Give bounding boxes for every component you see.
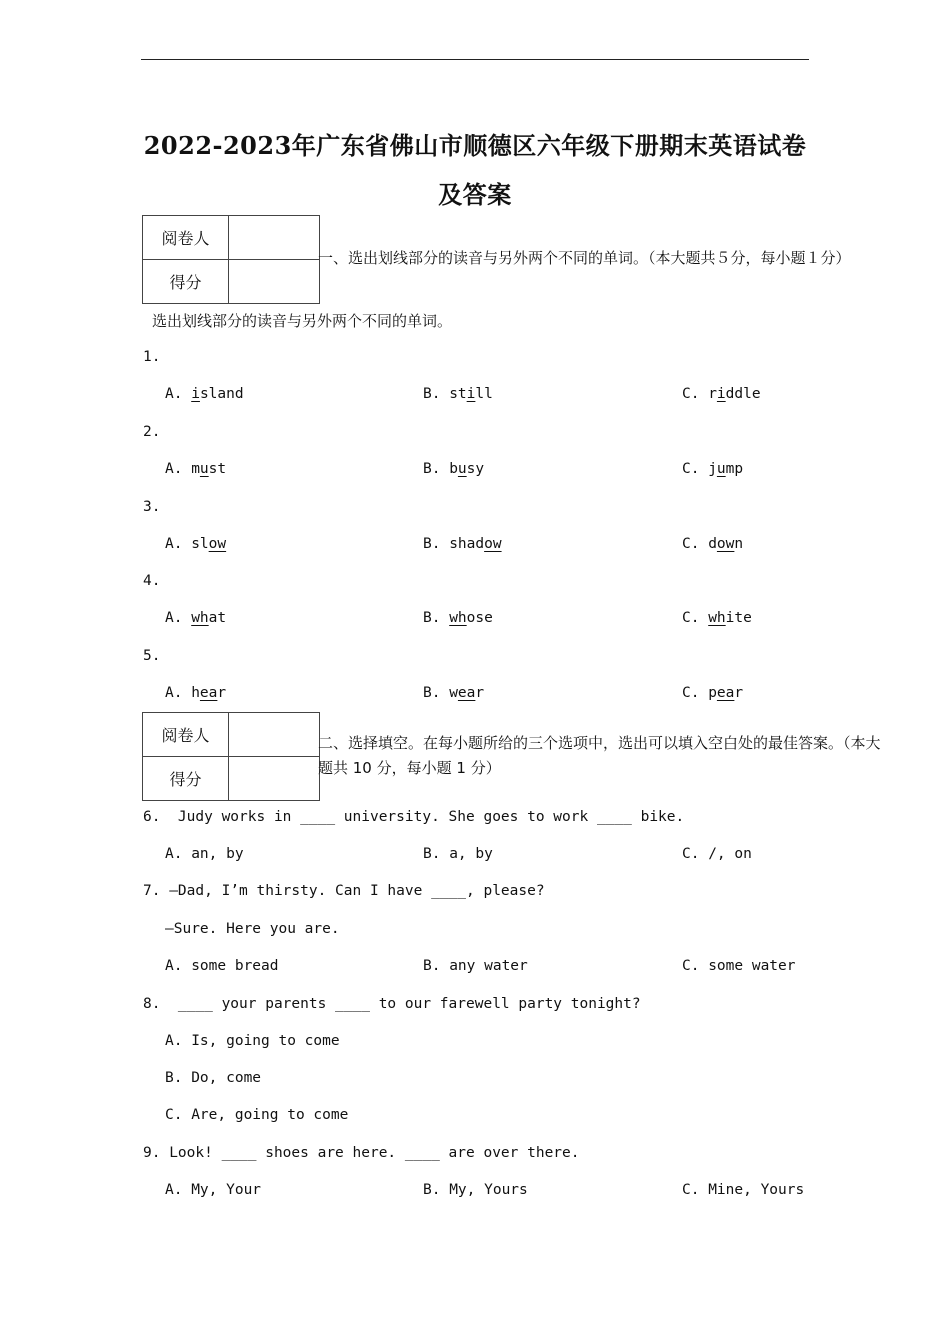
score-label: 得分 xyxy=(143,757,229,801)
reviewer-label: 阅卷人 xyxy=(143,216,229,260)
option-c: C. jump xyxy=(682,461,744,477)
question-stem: 7. —Dad, I’m thirsty. Can I have ____, please? xyxy=(143,883,545,899)
option-c: C. some water xyxy=(682,958,796,974)
option-b: B. wear xyxy=(423,685,485,701)
question-number: 3. xyxy=(143,499,161,515)
reviewer-cell xyxy=(229,713,320,757)
exam-title-line2: 及答案 xyxy=(438,180,512,209)
score-box-2 xyxy=(142,712,320,801)
section1-instruction: 选出划线部分的读音与另外两个不同的单词。 xyxy=(152,312,453,330)
option-c: C. white xyxy=(682,610,752,626)
option-c: C. riddle xyxy=(682,386,761,402)
option-c: C. /, on xyxy=(682,846,752,862)
question-number: 2. xyxy=(143,424,161,440)
option-b: B. any water xyxy=(423,958,528,974)
score-cell xyxy=(229,260,320,304)
option-a: A. My, Your xyxy=(165,1182,262,1198)
option-a: A. an, by xyxy=(165,846,244,862)
option-a: A. Is, going to come xyxy=(165,1033,340,1049)
question-stem: 9. Look! ____ shoes are here. ____ are over there. xyxy=(143,1145,580,1161)
reviewer-label: 阅卷人 xyxy=(143,713,229,757)
score-label: 得分 xyxy=(143,260,229,304)
option-b: B. shadow xyxy=(423,536,502,552)
question-number: 4. xyxy=(143,573,161,589)
option-b: B. still xyxy=(423,386,493,402)
option-a: A. what xyxy=(165,610,227,626)
option-a: A. some bread xyxy=(165,958,279,974)
header-rule xyxy=(141,59,809,60)
option-c: C. Mine, Yours xyxy=(682,1182,805,1198)
reviewer-cell xyxy=(229,216,320,260)
option-b: B. Do, come xyxy=(165,1070,262,1086)
question-reply: —Sure. Here you are. xyxy=(165,921,340,937)
exam-title-line1: 2022-2023年广东省佛山市顺德区六年级下册期末英语试卷 xyxy=(143,131,807,160)
option-a: A. island xyxy=(165,386,244,402)
section2-heading-line1: 二、选择填空。在每小题所给的三个选项中，选出可以填入空白处的最佳答案。（本大 xyxy=(318,734,881,752)
option-a: A. slow xyxy=(165,536,227,552)
score-box-1 xyxy=(142,215,320,304)
score-cell xyxy=(229,757,320,801)
section2-heading-line2: 题共 10 分，每小题 1 分） xyxy=(318,759,501,777)
option-b: B. whose xyxy=(423,610,493,626)
option-b: B. My, Yours xyxy=(423,1182,528,1198)
question-number: 1. xyxy=(143,349,161,365)
question-number: 5. xyxy=(143,648,161,664)
option-c: C. Are, going to come xyxy=(165,1107,349,1123)
section1-heading: 一、选出划线部分的读音与另外两个不同的单词。（本大题共５分，每小题１分） xyxy=(318,249,851,267)
option-b: B. busy xyxy=(423,461,485,477)
option-c: C. pear xyxy=(682,685,744,701)
question-stem: 6. Judy works in ____ university. She goes to work ____ bike. xyxy=(143,809,685,825)
option-c: C. down xyxy=(682,536,744,552)
option-a: A. must xyxy=(165,461,227,477)
option-a: A. hear xyxy=(165,685,227,701)
option-b: B. a, by xyxy=(423,846,493,862)
question-stem: 8. ____ your parents ____ to our farewell party tonight? xyxy=(143,996,641,1012)
